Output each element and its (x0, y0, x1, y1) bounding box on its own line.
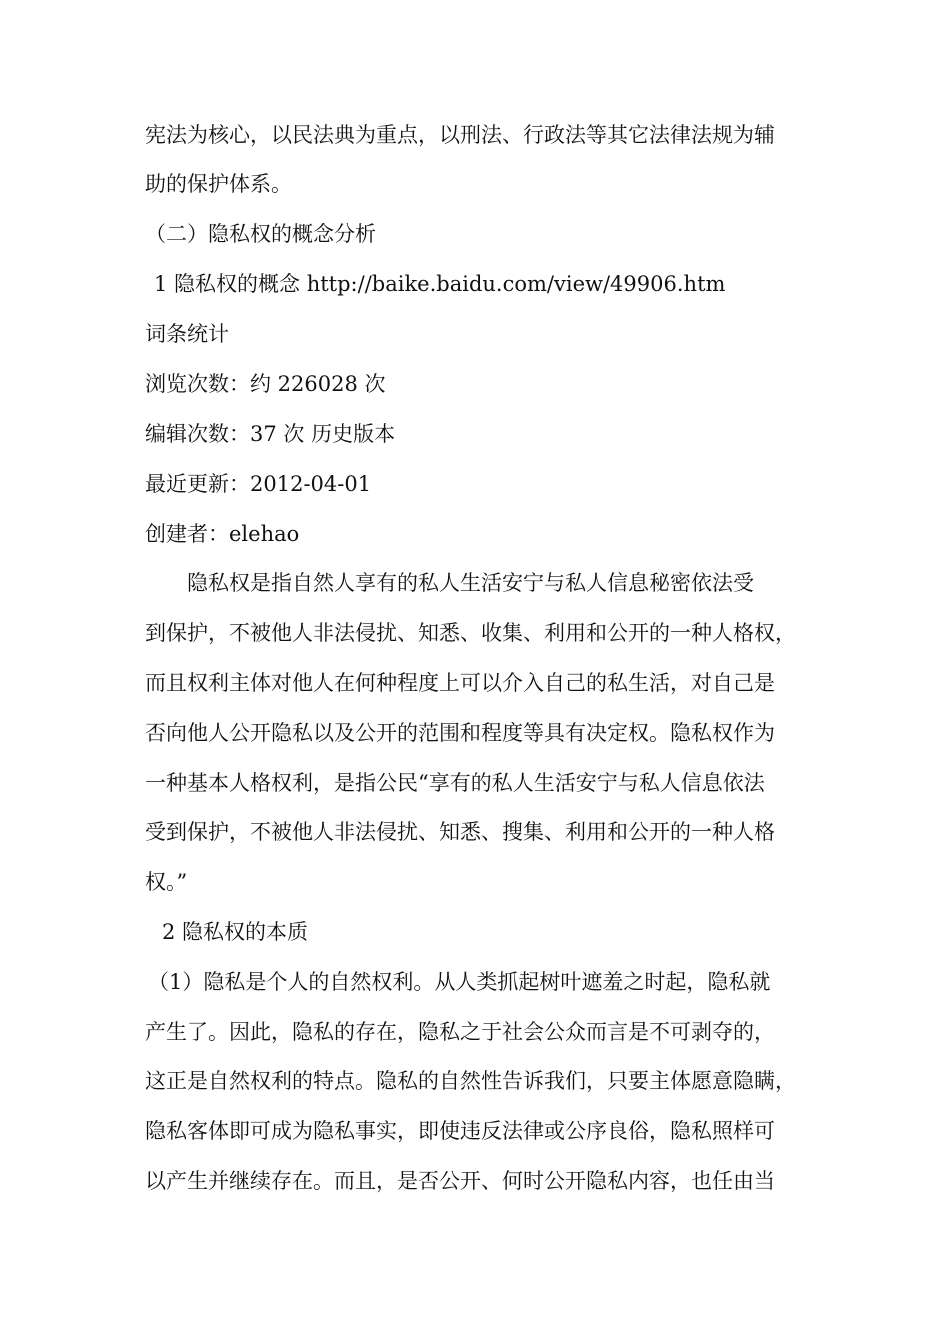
body-line: 到保护，不被他人非法侵扰、知悉、收集、利用和公开的一种人格权， (145, 621, 796, 645)
stats-heading: 词条统计 (145, 322, 229, 346)
body-line: （1）隐私是个人的自然权利。从人类抓起树叶遮羞之时起，隐私就 (148, 970, 771, 994)
body-line: 隐私权是指自然人享有的私人生活安宁与私人信息秘密依法受 (187, 571, 754, 595)
body-line: 助的保护体系。 (145, 172, 292, 196)
stats-last-updated: 最近更新：2012-04-01 (145, 472, 372, 496)
body-line: 受到保护，不被他人非法侵扰、知悉、搜集、利用和公开的一种人格 (145, 820, 775, 844)
stats-views: 浏览次数：约 226028 次 (145, 372, 386, 396)
body-line: 隐私客体即可成为隐私事实，即使违反法律或公序良俗，隐私照样可 (145, 1119, 775, 1143)
body-line: 而且权利主体对他人在何种程度上可以介入自己的私生活，对自己是 (145, 671, 775, 695)
subsection-heading-with-link (154, 264, 819, 304)
body-line: 产生了。因此，隐私的存在，隐私之于社会公众而言是不可剥夺的， (145, 1020, 775, 1044)
body-line: 宪法为核心，以民法典为重点，以刑法、行政法等其它法律法规为辅 (145, 123, 775, 147)
subsection-heading: 2 隐私权的本质 (162, 920, 309, 944)
body-line: 这正是自然权利的特点。隐私的自然性告诉我们，只要主体愿意隐瞒， (145, 1069, 796, 1093)
body-line: 否向他人公开隐私以及公开的范围和程度等具有决定权。隐私权作为 (145, 721, 775, 745)
body-line: 以产生并继续存在。而且，是否公开、何时公开隐私内容，也任由当 (145, 1169, 775, 1193)
section-heading: （二）隐私权的概念分析 (145, 222, 376, 246)
body-line: 权。” (145, 870, 188, 894)
body-line: 一种基本人格权利，是指公民“享有的私人生活安宁与私人信息依法 (145, 771, 765, 795)
subsection-heading: 1 隐私权的概念 http://baike.baidu.com/view/49906.htm (154, 272, 726, 296)
stats-creator: 创建者：elehao (145, 522, 300, 546)
stats-edits: 编辑次数：37 次 历史版本 (145, 422, 396, 446)
